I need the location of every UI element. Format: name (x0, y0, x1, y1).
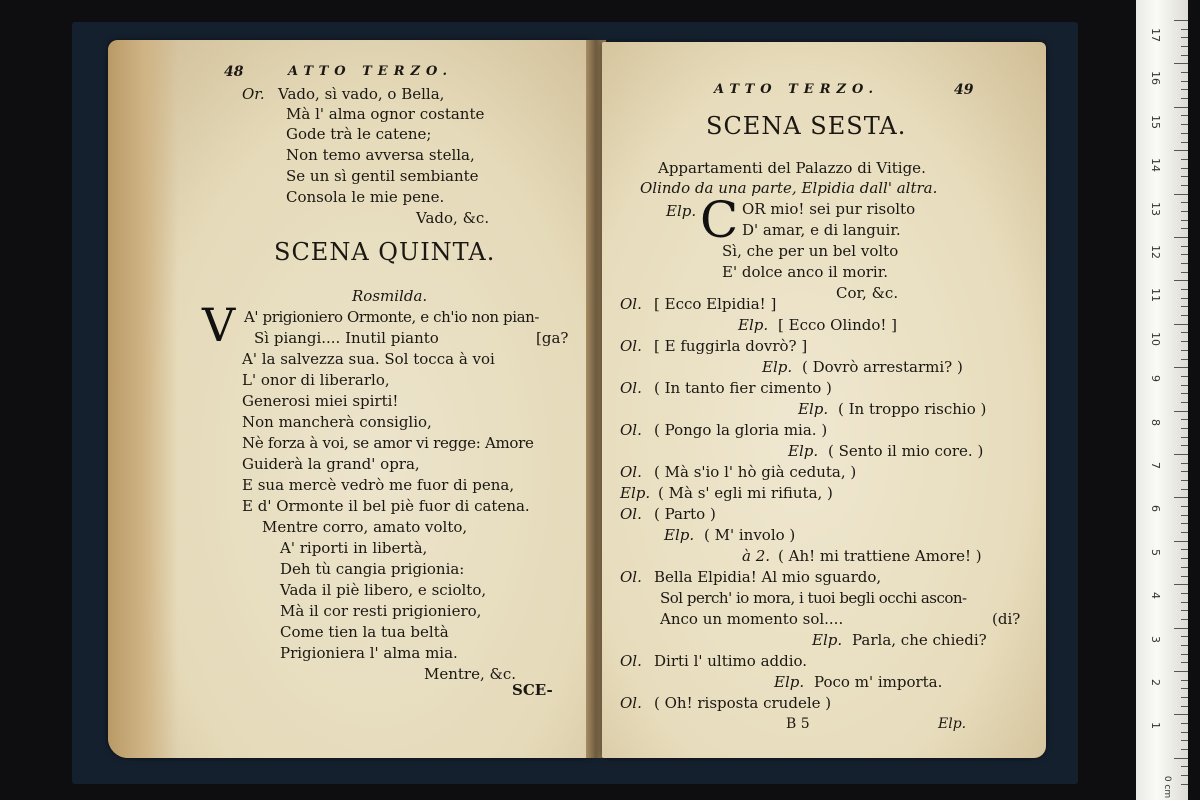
ruler-tick (1181, 272, 1188, 273)
ruler-tick (1181, 376, 1188, 377)
verse-line: Deh tù cangia prigionia: (280, 560, 465, 578)
speaker: Elp. (738, 316, 769, 334)
speaker: Ol. (620, 505, 642, 523)
ruler-tick (1181, 428, 1188, 429)
right-page-number: 49 (954, 82, 974, 98)
scene-title-sesta: SCENA SESTA. (706, 112, 907, 140)
ruler-tick (1181, 306, 1188, 307)
dialogue-line: ( Sento il mio core. ) (828, 442, 984, 460)
dialogue-line: Poco m' importa. (814, 673, 943, 691)
catchword-right: Elp. (938, 716, 967, 732)
ruler-tick (1174, 63, 1188, 64)
dialogue-line: ( Mà s'io l' hò già ceduta, ) (654, 463, 857, 481)
ruler-tick (1174, 584, 1188, 585)
ruler-tick (1181, 29, 1188, 30)
verse-line: Come tien la tua beltà (280, 623, 449, 641)
ruler-number: 3 (1149, 635, 1162, 643)
speaker-or: Or. (242, 85, 265, 103)
speaker: Ol. (620, 421, 642, 439)
dialogue-line: ( Ah! mi trattiene Amore! ) (778, 547, 982, 565)
speaker: Elp. (788, 442, 819, 460)
speaker: Elp. (762, 358, 793, 376)
verse-line: Consola le mie pene. (286, 188, 445, 206)
ruler-tick (1181, 98, 1188, 99)
ruler-tick (1181, 680, 1188, 681)
ruler-number: 7 (1149, 462, 1162, 469)
verse-line: E' dolce anco il morir. (722, 263, 888, 281)
ruler-unit-label: 0 cm (1162, 775, 1173, 799)
ruler-tick (1181, 749, 1188, 750)
speaker: Ol. (620, 652, 642, 670)
ruler-tick (1181, 740, 1188, 741)
ruler-tick (1181, 471, 1188, 472)
speaker: à 2. (742, 547, 771, 565)
dialogue-line: ( Oh! risposta crudele ) (654, 694, 832, 712)
ruler-tick (1181, 289, 1188, 290)
ruler-tick (1181, 142, 1188, 143)
ruler-tick (1181, 766, 1188, 767)
ruler-number: 14 (1149, 158, 1162, 173)
verse-line: Mà il cor resti prigioniero, (280, 602, 482, 620)
speaker: Elp. (798, 400, 829, 418)
dialogue-line: (di? (992, 610, 1021, 628)
ruler-tick (1181, 350, 1188, 351)
ruler-tick (1181, 437, 1188, 438)
verse-close: Vado, &c. (416, 209, 490, 227)
scene-setting: Appartamenti del Palazzo di Vitige. (658, 159, 926, 177)
speaker: Elp. (664, 526, 695, 544)
ruler-number: 10 (1149, 331, 1162, 346)
ruler-tick (1181, 168, 1188, 169)
ruler-number: 15 (1149, 114, 1162, 129)
ruler-tick (1181, 159, 1188, 160)
verse-line: Vado, sì vado, o Bella, (278, 85, 445, 103)
ruler-tick (1174, 194, 1188, 195)
ruler-number: 1 (1149, 722, 1162, 730)
ruler-tick (1181, 220, 1188, 221)
ruler-tick (1174, 541, 1188, 542)
ruler-tick (1181, 89, 1188, 90)
ruler-tick (1174, 411, 1188, 412)
dialogue-line: Bella Elpidia! Al mio sguardo, (654, 568, 882, 586)
ruler-tick (1181, 558, 1188, 559)
ruler-number: 4 (1149, 592, 1162, 600)
verse-line: A' riporti in libertà, (280, 539, 428, 557)
left-page-number: 48 (224, 64, 244, 80)
ruler-tick (1174, 237, 1188, 238)
left-page (108, 40, 592, 758)
scene-title-quinta: SCENA QUINTA. (274, 238, 496, 266)
verse-line: Sì, che per un bel volto (722, 242, 899, 260)
dialogue-line: ( In troppo rischio ) (838, 400, 987, 418)
ruler-tick (1181, 419, 1188, 420)
verse-line: E sua mercè vedrò me fuor di pena, (242, 476, 515, 494)
dialogue-line: ( M' involo ) (704, 526, 796, 544)
dialogue-line: ( Dovrò arrestarmi? ) (802, 358, 963, 376)
speaker: Elp. (620, 484, 651, 502)
ruler-tick (1181, 385, 1188, 386)
speaker: Elp. (774, 673, 805, 691)
speaker: Ol. (620, 295, 642, 313)
catchword-left: SCE- (512, 681, 553, 699)
ruler-tick (1181, 359, 1188, 360)
ruler-tick (1181, 619, 1188, 620)
ruler-tick (1181, 254, 1188, 255)
ruler-tick (1174, 628, 1188, 629)
verse-line: Sì piangi.... Inutil pianto (254, 329, 439, 347)
ruler-tick (1181, 775, 1188, 776)
ruler-tick (1181, 72, 1188, 73)
verse-line: E d' Ormonte il bel piè fuor di catena. (242, 497, 530, 515)
verse-line: Se un sì gentil sembiante (286, 167, 479, 185)
verse-line-end: [ga? (536, 329, 569, 347)
ruler-tick (1181, 723, 1188, 724)
ruler-tick (1181, 81, 1188, 82)
ruler-tick (1174, 454, 1188, 455)
drop-cap-v: V (202, 298, 236, 352)
ruler-number: 12 (1149, 245, 1162, 259)
ruler-number: 13 (1149, 201, 1162, 216)
ruler-tick (1181, 706, 1188, 707)
verse-line: Non temo avversa stella, (286, 146, 475, 164)
dialogue-line: [ Ecco Olindo! ] (778, 316, 898, 334)
ruler-tick (1174, 671, 1188, 672)
ruler-tick (1181, 463, 1188, 464)
ruler-tick (1181, 55, 1188, 56)
verse-line: Gode trà le catene; (286, 125, 432, 143)
dialogue-line: ( Mà s' egli mi rifiuta, ) (658, 484, 833, 502)
ruler-tick (1181, 593, 1188, 594)
ruler-tick (1174, 150, 1188, 151)
ruler-tick (1174, 497, 1188, 498)
dialogue-line: [ E fuggirla dovrò? ] (654, 337, 808, 355)
ruler-tick (1181, 341, 1188, 342)
ruler-tick (1181, 506, 1188, 507)
ruler-tick (1181, 602, 1188, 603)
ruler-tick (1181, 784, 1188, 785)
ruler-tick (1181, 202, 1188, 203)
ruler-tick (1181, 393, 1188, 394)
ruler-tick (1181, 263, 1188, 264)
ruler-number: 16 (1149, 71, 1162, 86)
drop-cap-c: C (700, 191, 739, 249)
ruler-number: 9 (1149, 375, 1162, 383)
ruler-tick (1181, 115, 1188, 116)
verse-line: Vada il piè libero, e sciolto, (280, 581, 487, 599)
ruler-tick (1181, 688, 1188, 689)
ruler-tick (1181, 402, 1188, 403)
scene-characters: Olindo da una parte, Elpidia dall' altra. (640, 179, 938, 197)
ruler-tick (1181, 298, 1188, 299)
dialogue-line: Sol perch' io mora, i tuoi begli occhi ascon- (660, 589, 967, 607)
ruler-tick (1181, 549, 1188, 550)
ruler-number: 5 (1149, 548, 1162, 556)
ruler-tick (1181, 610, 1188, 611)
right-running-head: ATTO TERZO. (714, 82, 880, 97)
ruler-tick (1174, 758, 1188, 759)
character-name: Rosmilda. (352, 287, 428, 305)
ruler-number: 17 (1149, 28, 1162, 42)
ruler-tick (1181, 662, 1188, 663)
verse-line: A' prigioniero Ormonte, e ch'io non pian- (244, 308, 540, 326)
verse-line: Guiderà la grand' opra, (242, 455, 420, 473)
speaker: Ol. (620, 337, 642, 355)
ruler-tick (1181, 532, 1188, 533)
ruler-tick (1181, 228, 1188, 229)
dialogue-line: Parla, che chiedi? (852, 631, 987, 649)
ruler-tick (1181, 636, 1188, 637)
ruler-tick (1181, 124, 1188, 125)
ruler-tick (1181, 567, 1188, 568)
verse-line: Nè forza à voi, se amor vi regge: Amore (242, 434, 534, 452)
dialogue-line: [ Ecco Elpidia! ] (654, 295, 777, 313)
ruler-tick (1181, 176, 1188, 177)
verse-line: Non mancherà consiglio, (242, 413, 432, 431)
dialogue-line: ( Parto ) (654, 505, 716, 523)
ruler-tick (1181, 732, 1188, 733)
ruler-tick (1174, 324, 1188, 325)
verse-line: D' amar, e di languir. (742, 221, 901, 239)
ruler-tick (1181, 697, 1188, 698)
verse-line: A' la salvezza sua. Sol tocca à voi (242, 350, 495, 368)
verse-line: OR mio! sei pur risolto (742, 200, 916, 218)
ruler-tick (1181, 246, 1188, 247)
left-running-head: ATTO TERZO. (288, 64, 454, 79)
speaker-elp: Elp. (666, 202, 697, 220)
ruler-tick (1174, 280, 1188, 281)
speaker: Elp. (812, 631, 843, 649)
speaker: Ol. (620, 463, 642, 481)
verse-line: L' onor di liberarlo, (242, 371, 390, 389)
speaker: Ol. (620, 379, 642, 397)
ruler-tick (1181, 133, 1188, 134)
ruler-tick (1181, 46, 1188, 47)
ruler-tick (1181, 654, 1188, 655)
ruler-number: 2 (1149, 679, 1162, 686)
ruler-tick (1181, 332, 1188, 333)
ruler-tick (1181, 445, 1188, 446)
ruler-tick (1181, 315, 1188, 316)
ruler-number: 8 (1149, 418, 1162, 426)
ruler-tick (1181, 515, 1188, 516)
verse-close: Cor, &c. (836, 284, 899, 302)
signature-mark: B 5 (786, 716, 810, 732)
dialogue-line: ( Pongo la gloria mia. ) (654, 421, 828, 439)
verse-close: Mentre, &c. (424, 665, 517, 683)
measuring-ruler (1136, 0, 1188, 800)
dialogue-line: ( In tanto fier cimento ) (654, 379, 832, 397)
ruler-tick (1181, 576, 1188, 577)
ruler-tick (1181, 489, 1188, 490)
ruler-tick (1181, 185, 1188, 186)
ruler-tick (1174, 107, 1188, 108)
ruler-tick (1174, 20, 1188, 21)
speaker: Ol. (620, 568, 642, 586)
right-page (602, 42, 1046, 758)
verse-line: Generosi miei spirti! (242, 392, 399, 410)
speaker: Ol. (620, 694, 642, 712)
dialogue-line: Dirti l' ultimo addio. (654, 652, 808, 670)
ruler-tick (1174, 367, 1188, 368)
verse-line: Prigioniera l' alma mia. (280, 644, 458, 662)
verse-line: Mentre corro, amato volto, (262, 518, 468, 536)
ruler-tick (1181, 480, 1188, 481)
ruler-number: 6 (1149, 505, 1162, 513)
verse-line: Mà l' alma ognor costante (286, 105, 485, 123)
ruler-number: 11 (1149, 288, 1162, 303)
ruler-tick (1181, 211, 1188, 212)
ruler-tick (1181, 523, 1188, 524)
ruler-tick (1181, 645, 1188, 646)
dialogue-line: Anco un momento sol.... (660, 610, 844, 628)
ruler-tick (1181, 37, 1188, 38)
ruler-tick (1174, 714, 1188, 715)
